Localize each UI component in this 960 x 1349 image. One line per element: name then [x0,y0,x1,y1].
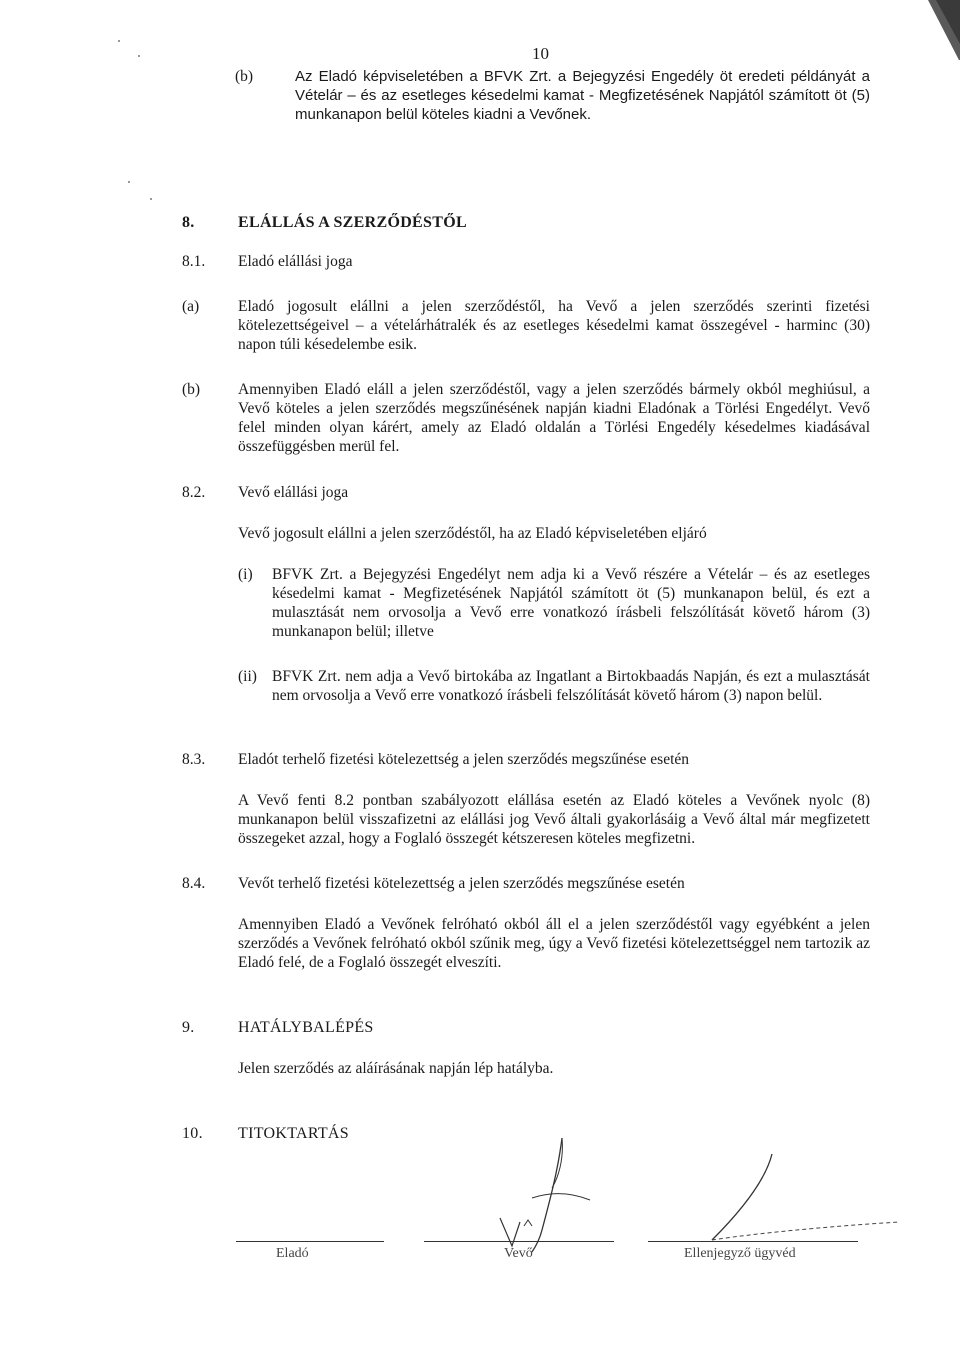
section-8-2-number: 8.2. [182,484,206,501]
scan-speck [118,40,120,42]
section-8-2-title: Vevő elállási joga [238,484,349,501]
section-8-4-title: Vevőt terhelő fizetési kötelezettség a jelen szerződés megszűnése esetén [238,875,685,892]
item-a-marker: (a) [182,298,200,315]
seller-signature-label: Eladó [276,1246,309,1261]
section-8-title: ELÁLLÁS A SZERZŐDÉSTŐL [238,214,467,231]
scan-speck [138,55,140,57]
section-8-3-paragraph: A Vevő fenti 8.2 pontban szabályozott elállása esetén az Eladó köteles a Vevőnek nyolc (8) munkanapon belül visszafizetni az elállási jog Vevő általi gyakorlásáig a Vevő által már megfizetett összegeket azzal, hogy a Foglaló összegét kétszeresen köteles megfizetni. [238,792,870,847]
section-8-4-number: 8.4. [182,875,206,892]
top-paragraph: Az Eladó képviseletében a BFVK Zrt. a Bejegyzési Engedély öt eredeti példányát a Vételár – és az esetleges késedelmi kamat - Megfizetésének Napjától számított öt (5) munkanapon belül köteles kiadni a Vevőnek. [295,68,870,123]
item-b-marker: (b) [182,381,201,398]
section-8-3-title: Eladót terhelő fizetési kötelezettség a jelen szerződés megszűnése esetén [238,751,690,768]
item-b-paragraph: Amennyiben Eladó eláll a jelen szerződéstől, vagy a jelen szerződés bármely okból meghiúsul, a Vevő köteles a jelen szerződés megszűnésének napján kiadni Eladónak a Törlési Engedélyt. Vevő felel minden olyan kárért, amely az Eladó oldalán a Törlési Engedély késedelmes kiadásával összefüggésben merül fel. [238,381,870,455]
scan-speck [128,181,130,183]
lawyer-signature-label: Ellenjegyző ügyvéd [684,1246,796,1261]
item-ii-marker: (ii) [238,668,257,685]
buyer-signature-label: Vevő [504,1246,533,1261]
section-9-number: 9. [182,1019,195,1036]
item-a-paragraph: Eladó jogosult elállni a jelen szerződéstől, ha Vevő a jelen szerződés szerinti fizetési kötelezettségeivel – a vételárhátralék és az esetleges késedelmi kamat összegével - harminc (30) napon túli késedelembe esik. [238,298,870,353]
section-9-title: HATÁLYBALÉPÉS [238,1019,374,1036]
seller-signature-line [236,1241,384,1242]
buyer-signature-line [424,1241,614,1242]
item-ii-paragraph: BFVK Zrt. nem adja a Vevő birtokába az Ingatlant a Birtokbaadás Napján, és ezt a mulasztását nem orvosolja a Vevő erre vonatkozó írásbeli felszólítását követő három (3) napon belül. [272,668,870,704]
section-8-number: 8. [182,214,195,231]
section-9-paragraph: Jelen szerződés az aláírásának napján lép hatályba. [238,1060,554,1077]
section-8-3-number: 8.3. [182,751,206,768]
lawyer-signature-scribble [690,1148,910,1248]
section-8-2-intro: Vevő jogosult elállni a jelen szerződéstől, ha az Eladó képviseletében eljáró [238,525,707,542]
item-i-paragraph: BFVK Zrt. a Bejegyzési Engedélyt nem adja ki a Vevő részére a Vételár – és az esetleges késedelmi kamat - Megfizetésének Napjától számított öt (5) munkanapon belül, és ezt a mulasztását nem orvosolja a Vevő erre vonatkozó írásbeli felszólítását követő három (3) munkanapon belül; illetve [272,566,870,640]
page-number: 10 [532,44,549,63]
section-8-4-paragraph: Amennyiben Eladó a Vevőnek felróható okból áll el a jelen szerződéstől vagy egyébként a jelen szerződés a Vevőnek felróható okból szűnik meg, úgy a Vevő fizetési kötelezettséggel nem tartozik az Eladó felé, de a Foglaló összegét elveszíti. [238,916,870,971]
lawyer-signature-line [648,1241,858,1242]
section-8-1-number: 8.1. [182,253,206,270]
section-10-number: 10. [182,1125,203,1142]
section-10-title: TITOKTARTÁS [238,1125,349,1142]
top-item-marker: (b) [235,68,254,85]
scan-speck [150,198,152,200]
section-8-1-title: Eladó elállási joga [238,253,353,270]
folded-corner-mark [900,0,960,60]
item-i-marker: (i) [238,566,253,583]
